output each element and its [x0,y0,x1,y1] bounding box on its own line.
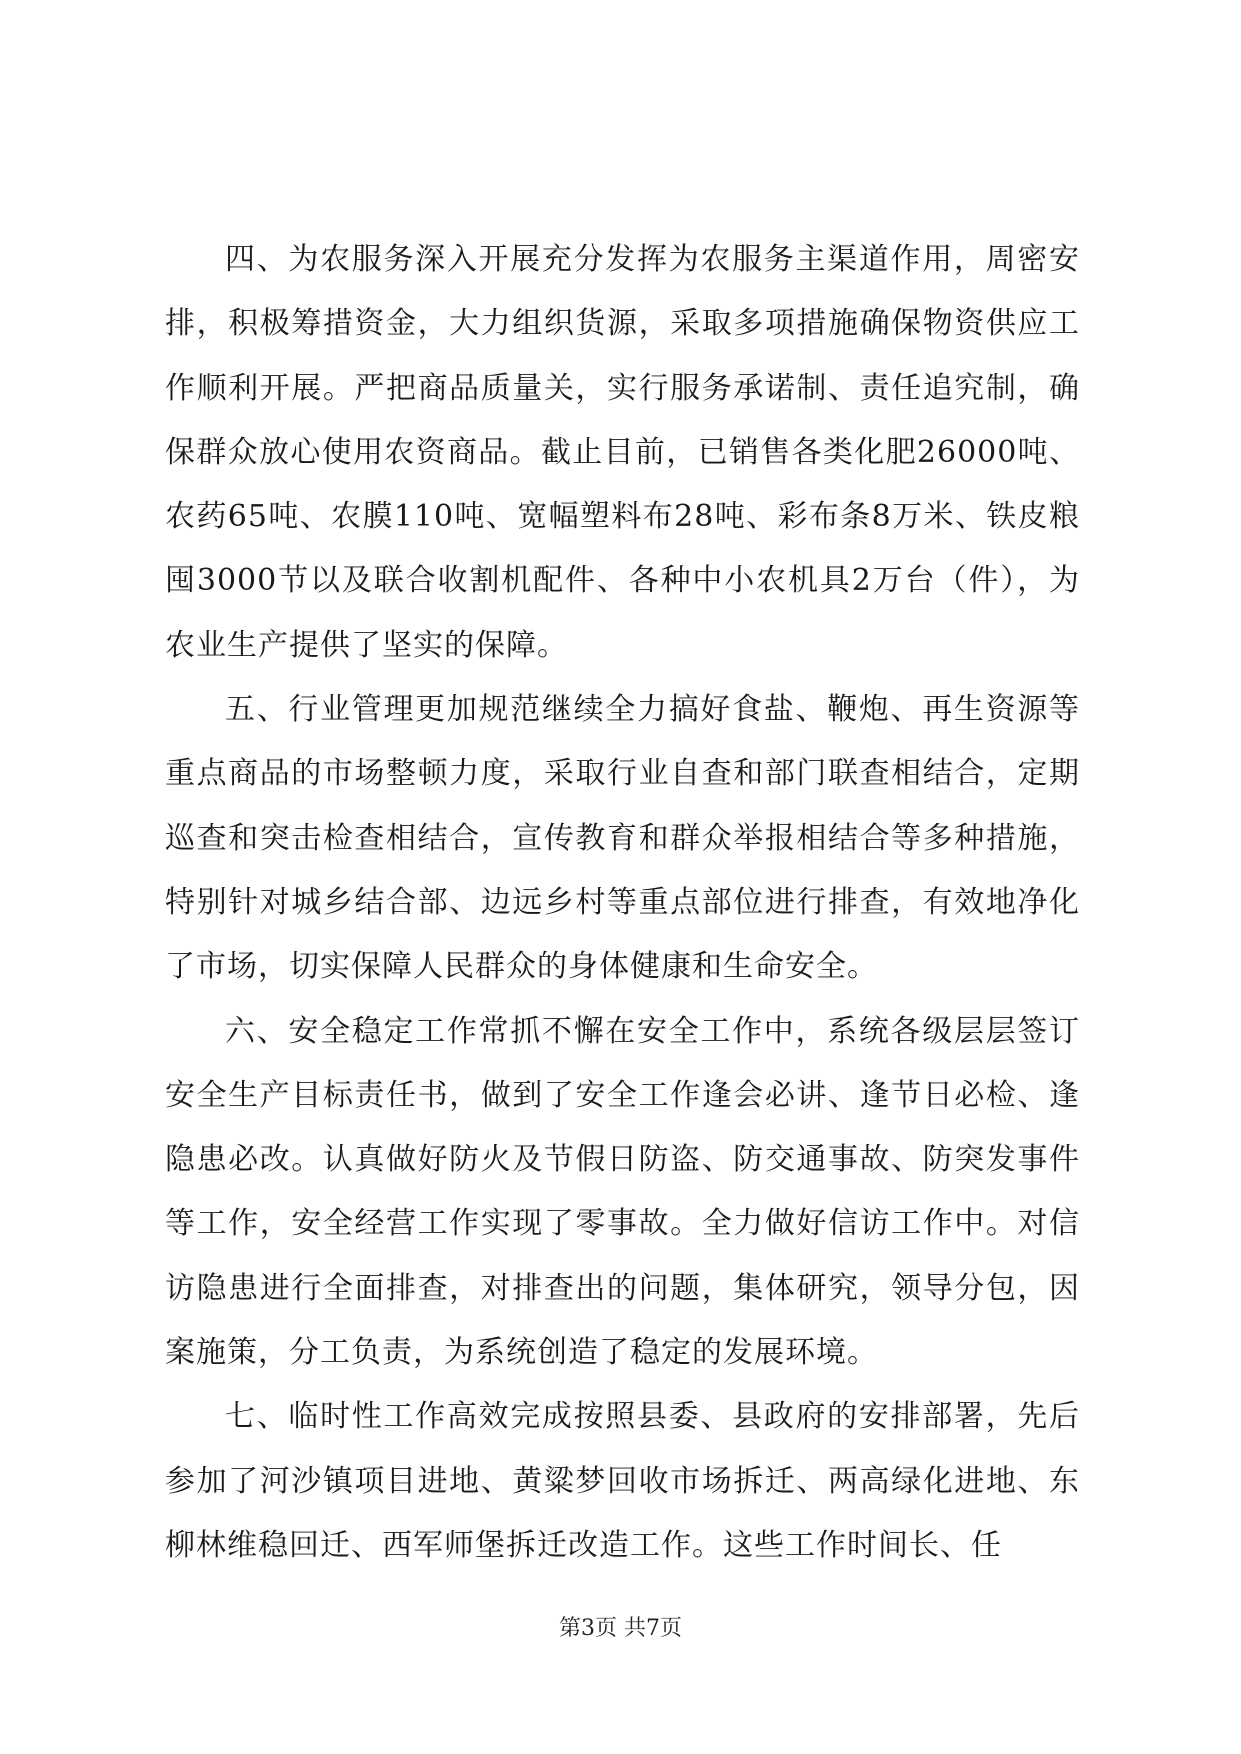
document-body [165,228,1080,1578]
page-number-label: 第3页 共7页 [559,1616,682,1641]
page-footer [0,1614,1241,1644]
paragraph-4: 四、为农服务深入开展充分发挥为农服务主渠道作用，周密安排，积极筹措资金，大力组织货源，采取多项措施确保物资供应工作顺利开展。严把商品质量关，实行服务承诺制、责任追究制，确保群众放心使用农资商品。截止目前，已销售各类化肥26000吨、农药65吨、农膜110吨、宽幅塑料布28吨、彩布条8万米、铁皮粮囤3000节以及联合收割机配件、各种中小农机具2万台（件），为农业生产提供了坚实的保障。 [165,242,1080,663]
paragraph-7: 七、临时性工作高效完成按照县委、县政府的安排部署，先后参加了河沙镇项目进地、黄粱梦回收市场拆迁、两高绿化进地、东柳林维稳回迁、西军师堡拆迁改造工作。这些工作时间长、任 [165,1399,1080,1563]
paragraph-6: 六、安全稳定工作常抓不懈在安全工作中，系统各级层层签订安全生产目标责任书，做到了安全工作逢会必讲、逢节日必检、逢隐患必改。认真做好防火及节假日防盗、防交通事故、防突发事件等工作，安全经营工作实现了零事故。全力做好信访工作中。对信访隐患进行全面排查，对排查出的问题，集体研究，领导分包，因案施策，分工负责，为系统创造了稳定的发展环境。 [165,1013,1080,1371]
paragraph-5: 五、行业管理更加规范继续全力搞好食盐、鞭炮、再生资源等重点商品的市场整顿力度，采取行业自查和部门联查相结合，定期巡查和突击检查相结合，宣传教育和群众举报相结合等多种措施，特别针对城乡结合部、边远乡村等重点部位进行排查，有效地净化了市场，切实保障人民群众的身体健康和生命安全。 [165,692,1080,985]
